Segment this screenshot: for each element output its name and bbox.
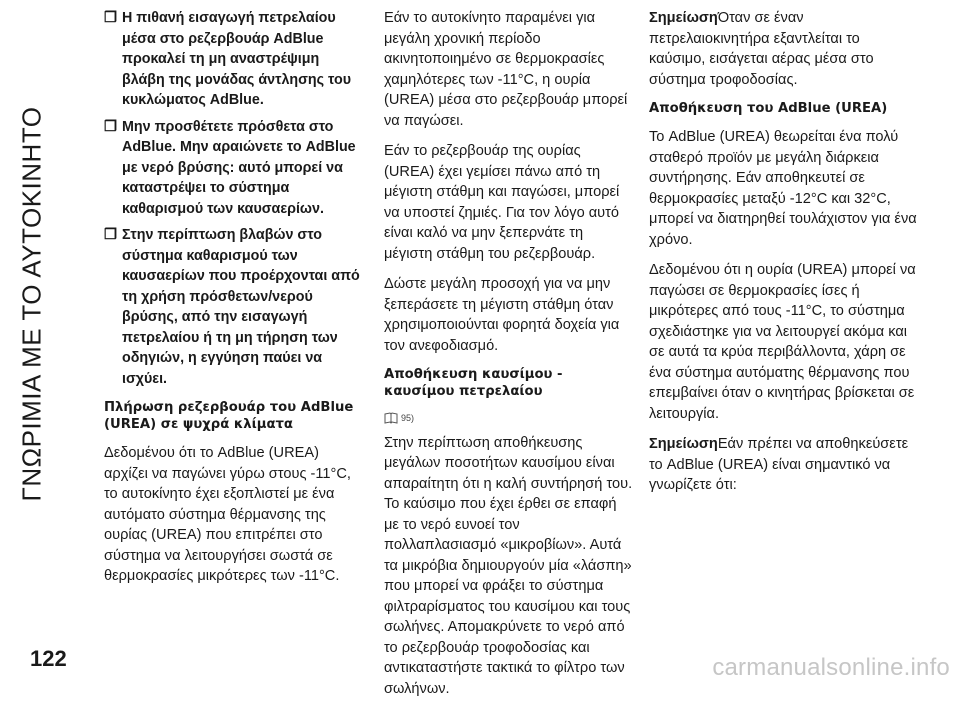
- note-label: Σημείωση: [649, 10, 718, 26]
- warning-text: Η πιθανή εισαγωγή πετρελαίου μέσα στο ρεζερβουάρ AdBlue προκαλεί τη μη αναστρέψιμη βλάβη της μονάδας άντλησης του κυκλώματος AdBlue.: [122, 10, 352, 108]
- column-1: [104, 8, 364, 597]
- page-number: 122: [30, 646, 67, 671]
- warning-text: Μην προσθέτετε πρόσθετα στο AdBlue. Μην αραιώνετε το AdBlue με νερό βρύσης: αυτό μπορεί να καταστρέψει το σύστημα καθαρισμού των καυσαερίων.: [122, 118, 356, 217]
- paragraph-adblue-freezing: Δεδομένου ότι η ουρία (UREA) μπορεί να παγώσει σε θερμοκρασίες ίσες ή μικρότερες από τους -11°C, το σύστημα σχεδιάστηκε για να λειτουργεί ακόμα και σε αυτά τα κρύα περιβάλλοντα, χάρη σε ένα σύστημα αυτόματης θέρμανσης που επεμβαίνει όταν ο κινητήρας βρίσκεται σε λειτουργία.: [649, 262, 916, 422]
- watermark: carmanualsonline.info: [712, 654, 950, 681]
- paragraph-tank-overfill: Εάν το ρεζερβουάρ της ουρίας (UREA) έχει γεμίσει πάνω από τη μέγιστη στάθμη και παγώσει, μπορεί να υποστεί ζημιές. Για τον λόγο αυτό είναι καλό να μην ξεπερνάτε τη μέγιστη στάθμη του ρεζερβουάρ.: [384, 143, 620, 262]
- reference-note: [384, 408, 634, 429]
- paragraph-long-parking: Εάν το αυτοκίνητο παραμένει για μεγάλη χρονική περίοδο ακινητοποιημένο σε θερμοκρασίες χαμηλότερες των -11°C, η ουρία (UREA) μέσα στο ρεζερβουάρ μπορεί να παγώσει.: [384, 10, 628, 129]
- note-adblue-storage: [649, 434, 917, 496]
- warning-item: [104, 8, 364, 111]
- reference-number: 95): [401, 413, 415, 423]
- heading-cold-climate-refill: Πλήρωση ρεζερβουάρ του AdBlue (UREA) σε ψυχρά κλίματα: [104, 400, 354, 432]
- paragraph-cold-climate: Δεδομένου ότι το AdBlue (UREA) αρχίζει να παγώνει γύρω στους -11°C, το αυτοκίνητο έχει εξοπλιστεί με ένα αυτόματο σύστημα θέρμανσης της ουρίας (UREA) που επιτρέπει στο σύστημα να λειτουργήσει σωστά σε θερμοκρασίες μικρότερες των -11°C.: [104, 445, 351, 584]
- section-side-title-text: ΓΝΩΡΙΜΙΑ ΜΕ ΤΟ ΑΥΤΟΚΙΝΗΤΟ: [16, 106, 47, 502]
- checkbox-bullet-icon: ❒: [104, 10, 117, 26]
- checkbox-bullet-icon: ❒: [104, 227, 117, 243]
- column-2: [384, 8, 634, 709]
- note-text: Εάν πρέπει να αποθηκεύσετε το AdBlue (UREA) είναι σημαντικό να γνωρίζετε ότι:: [649, 436, 909, 493]
- paragraph-portable-containers: Δώστε μεγάλη προσοχή για να μην ξεπεράσετε τη μέγιστη στάθμη όταν χρησιμοποιούνται φορητά δοχεία για τον ανεφοδιασμό.: [384, 276, 620, 354]
- book-reference-icon: [384, 412, 398, 424]
- paragraph-fuel-storage: Στην περίπτωση αποθήκευσης μεγάλων ποσοτήτων καυσίμου είναι απαραίτητη ότι η καλή συντήρησή του. Το καύσιμο που έχει έρθει σε επαφή με το νερό ευνοεί τον πολλαπλασιασμό «μικροβίων». Αυτά τα μικρόβια δημιουργούν μία «λάσπη» που μπορεί να φράξει το σύστημα φιλτραρίσματος του καυσίμου και τους σωλήνες. Απομακρύνετε το νερό από το ρεζερβουάρ τροφοδοσίας και αντικαταστήστε τακτικά το φίλτρο των σωλήνων.: [384, 434, 633, 697]
- paragraph-adblue-stability: Το AdBlue (UREA) θεωρείται ένα πολύ σταθερό προϊόν με μεγάλη διάρκεια συντήρησης. Εάν αποθηκευτεί σε θερμοκρασίες μεταξύ -12°C και 32°C, μπορεί να διατηρηθεί τουλάχιστον για ένα χρόνο.: [649, 129, 917, 248]
- warning-list: [104, 8, 364, 389]
- warning-item: [104, 117, 364, 220]
- checkbox-bullet-icon: ❒: [104, 118, 117, 135]
- section-side-title: [4, 34, 60, 574]
- note-text: Όταν σε έναν πετρελαιοκινητήρα εξαντλείται το καύσιμο, εισάγεται αέρας μέσα στο σύστημα τροφοδοσίας.: [649, 10, 874, 88]
- heading-fuel-storage: Αποθήκευση καυσίμου - καυσίμου πετρελαίου: [384, 367, 563, 399]
- column-3: [649, 8, 917, 506]
- note-label: Σημείωση: [649, 436, 718, 452]
- heading-adblue-storage: Αποθήκευση του AdBlue (UREA): [649, 101, 888, 116]
- note-air-in-system: [649, 8, 917, 90]
- warning-text: Στην περίπτωση βλαβών στο σύστημα καθαρισμού των καυσαερίων που προέρχονται από τη χρήση πρόσθετων/νερού βρύσης, από την εισαγωγή πετρελαίου ή τη μη τήρηση των οδηγιών, η εγγύηση παύει να ισχύει.: [122, 227, 360, 387]
- warning-item: [104, 225, 364, 389]
